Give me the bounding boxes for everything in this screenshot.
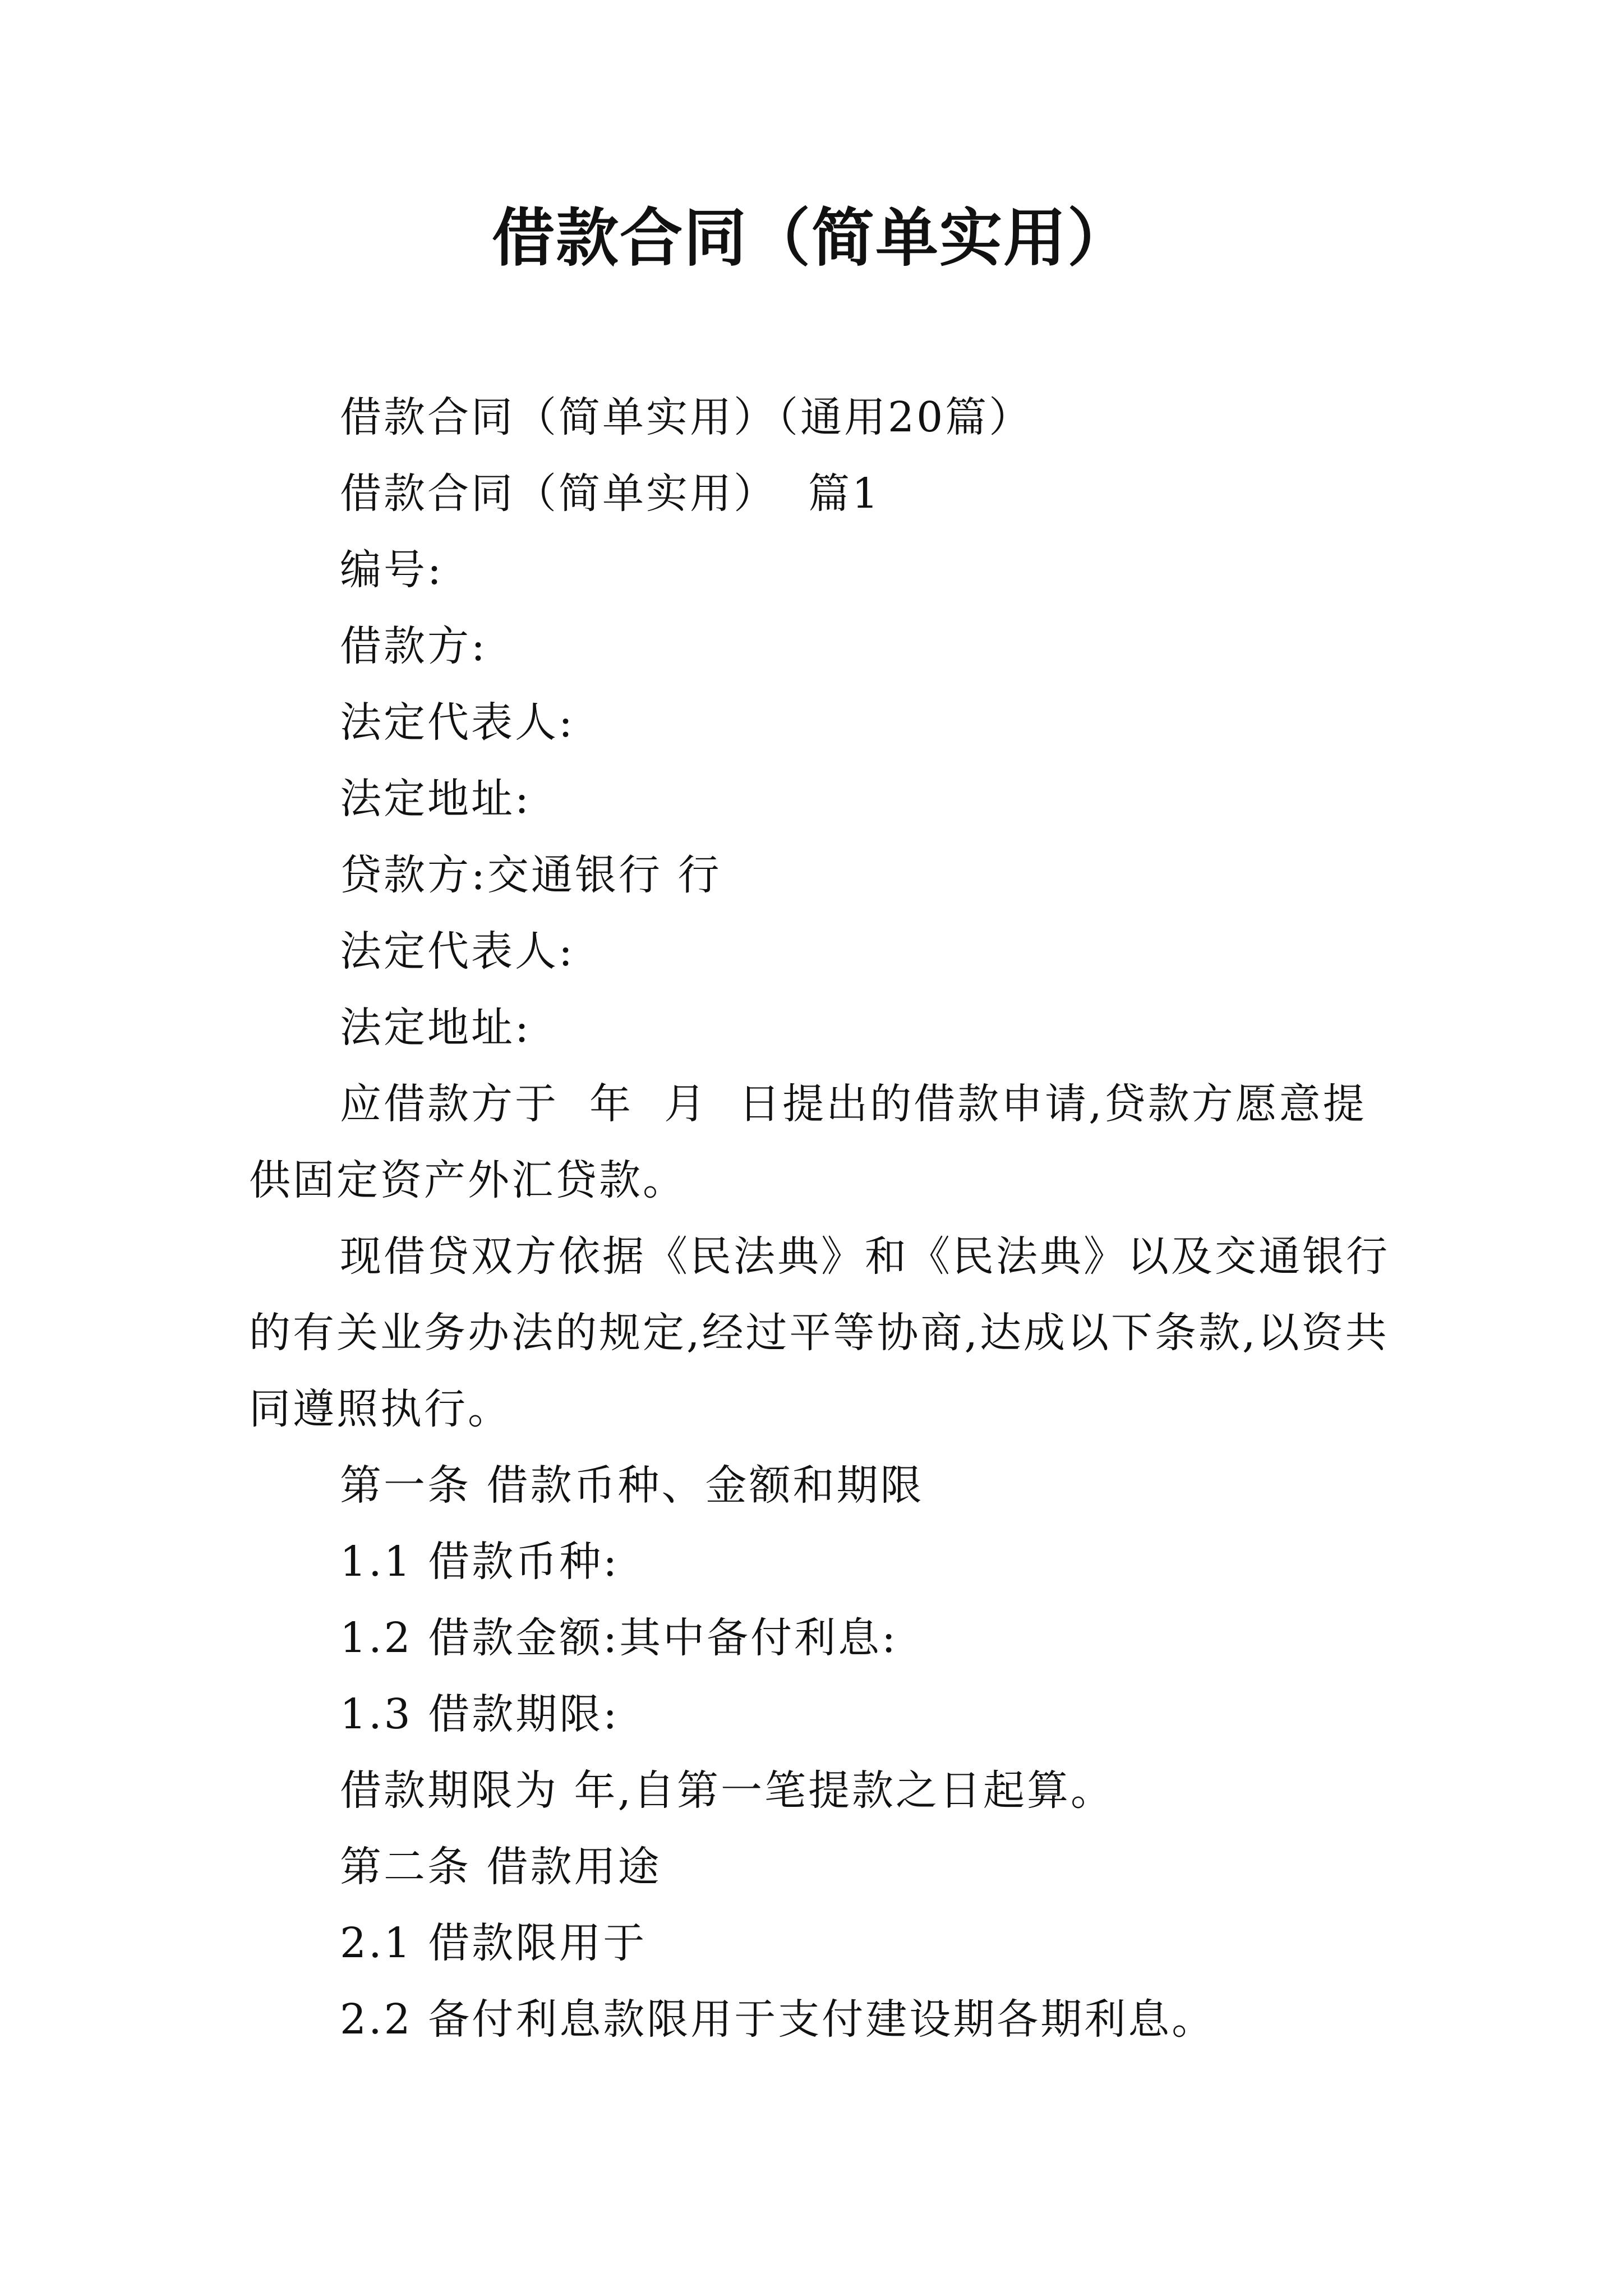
document-title: 借款合同（简单实用） [492,202,1131,275]
paragraph-basis: 现借贷双方依据《民法典》和《民法典》以及交通银行的有关业务办法的规定,经过平等协商,达成以下条款,以资共同遵照执行。 [249,1232,1390,1433]
field-borrower-representative: 法定代表人: [340,698,575,747]
document-body [249,379,1393,2058]
clause-2-1: 2.1 借款限用于 [340,1919,647,1967]
article-1-heading: 第一条 借款币种、金额和期限 [340,1461,924,1510]
clause-1-1: 1.1 借款币种: [340,1538,620,1586]
article-2-heading: 第二条 借款用途 [340,1843,662,1891]
field-borrower-address: 法定地址: [340,775,531,823]
clause-1-2: 1.2 借款金额:其中备付利息: [340,1614,898,1662]
paragraph-application: 应借款方于 年 月 日提出的借款申请,贷款方愿意提供固定资产外汇贷款。 [249,1080,1367,1204]
field-number: 编号: [340,546,444,594]
subtitle-line: 借款合同（简单实用）（通用20篇） [340,393,1033,441]
field-lender: 贷款方:交通银行 行 [340,851,722,899]
clause-2-2: 2.2 备付利息款限用于支付建设期各期利息。 [340,1995,1216,2044]
field-lender-representative: 法定代表人: [340,927,575,976]
field-lender-address: 法定地址: [340,1004,531,1052]
clause-1-3-detail: 借款期限为 年,自第一笔提款之日起算。 [340,1766,1115,1815]
section-heading-part-1: 借款合同（简单实用） 篇1 [340,470,881,518]
field-borrower: 借款方: [340,622,487,670]
clause-1-3: 1.3 借款期限: [340,1690,620,1738]
